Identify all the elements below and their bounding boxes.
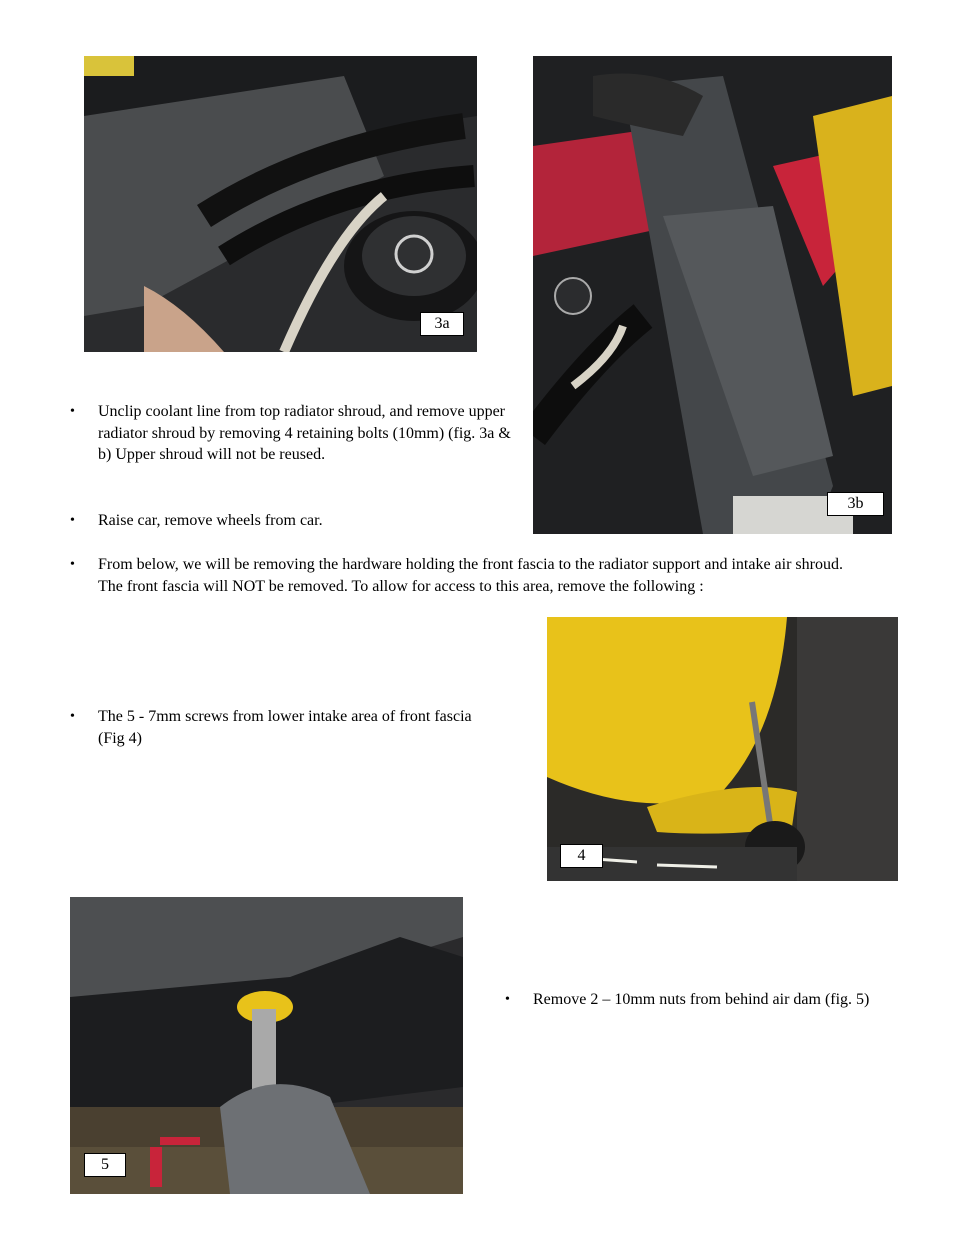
radiator-shroud-photo (533, 56, 892, 534)
instruction-text: From below, we will be removing the hardware holding the front fascia to the radiator support and intake air shroud. The front fascia will NOT be removed. To allow for access to this area, remove the following : (98, 556, 843, 595)
photo-fig-4 (547, 617, 898, 881)
instruction-text: Unclip coolant line from top radiator shroud, and remove upper radiator shroud by removing 4 retaining bolts (10mm) (fig. 3a & b) Upper shroud will not be reused. (98, 403, 511, 463)
photo-fig-5 (70, 897, 463, 1194)
figure-label: 5 (84, 1153, 126, 1177)
figure-label: 3a (420, 312, 464, 336)
instruction-text: The 5 - 7mm screws from lower intake area of front fascia (Fig 4) (98, 708, 472, 747)
instruction-text: Remove 2 – 10mm nuts from behind air dam (fig. 5) (533, 991, 870, 1008)
bullet-icon: • (70, 709, 75, 724)
air-dam-photo (70, 897, 463, 1194)
bullet-icon: • (70, 513, 75, 528)
photo-fig-3b (533, 56, 892, 534)
engine-bay-photo (84, 56, 477, 352)
bullet-icon: • (70, 557, 75, 572)
front-fascia-photo (547, 617, 898, 881)
figure-label: 4 (560, 844, 603, 868)
bullet-icon: • (505, 992, 510, 1007)
figure-label: 3b (827, 492, 884, 516)
bullet-icon: • (70, 404, 75, 419)
photo-fig-3a (84, 56, 477, 352)
instruction-text: Raise car, remove wheels from car. (98, 512, 323, 529)
